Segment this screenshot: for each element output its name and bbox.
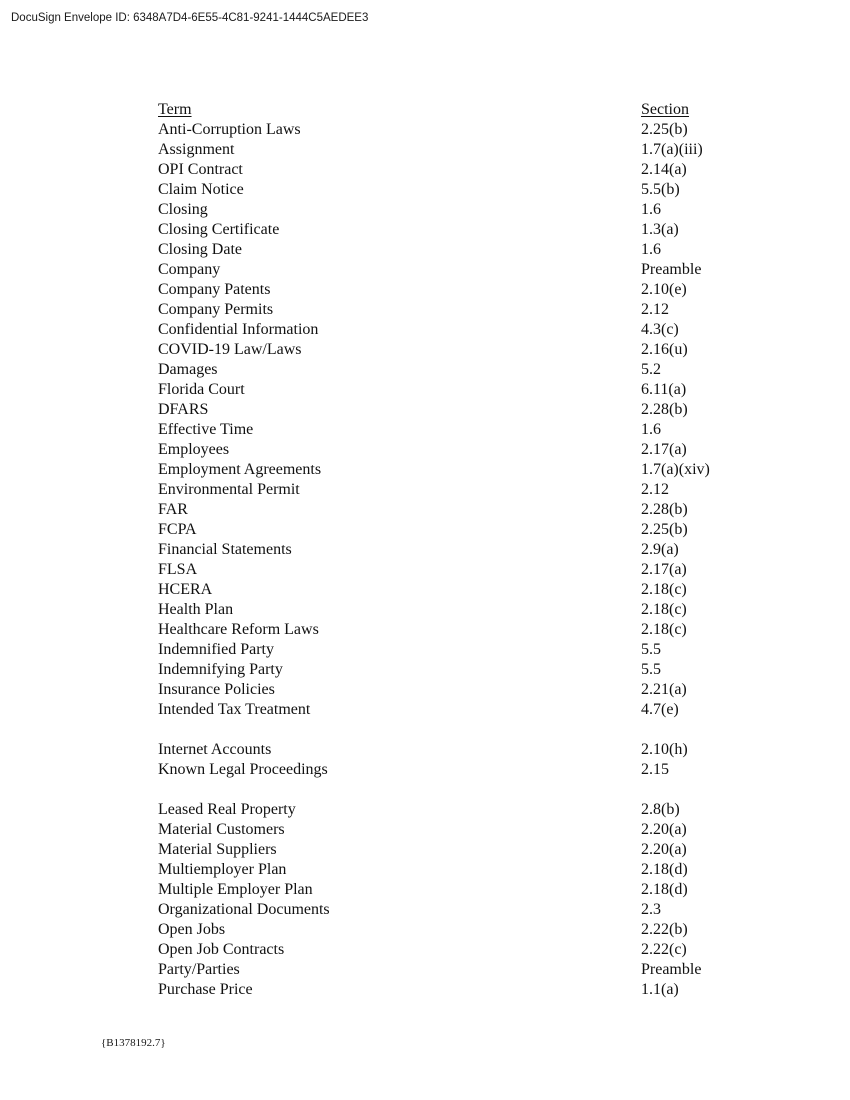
section-cell: 2.25(b) [641,521,688,538]
term-column-header: Term [158,101,192,118]
term-cell: Indemnified Party [158,641,274,658]
table-row [158,220,738,240]
table-row [158,380,738,400]
section-cell: 2.12 [641,481,669,498]
section-cell: 2.18(c) [641,601,687,618]
table-row [158,540,738,560]
term-cell: Confidential Information [158,321,319,338]
term-cell: Internet Accounts [158,741,272,758]
term-cell: Company Permits [158,301,274,318]
section-cell: 1.3(a) [641,221,679,238]
term-cell: Damages [158,361,218,378]
table-row [158,980,738,1000]
term-cell: Open Jobs [158,921,226,938]
section-cell: 5.5(b) [641,181,680,198]
table-row [158,560,738,580]
table-row [158,280,738,300]
section-cell: 1.1(a) [641,981,679,998]
term-cell: Company [158,261,221,278]
term-cell: Party/Parties [158,961,240,978]
table-row [158,880,738,900]
term-cell: FLSA [158,561,198,578]
term-cell: HCERA [158,581,213,598]
table-row [158,840,738,860]
term-cell: Open Job Contracts [158,941,285,958]
term-cell: Company Patents [158,281,271,298]
document-reference-id: {B1378192.7} [101,1037,166,1049]
term-cell: Known Legal Proceedings [158,761,328,778]
table-row [158,740,738,760]
term-cell: Material Customers [158,821,285,838]
term-cell: FAR [158,501,188,518]
term-cell: Closing Certificate [158,221,280,238]
term-cell: Material Suppliers [158,841,277,858]
table-row [158,340,738,360]
term-cell: Leased Real Property [158,801,296,818]
section-cell: 4.3(c) [641,321,679,338]
defined-terms-index [158,100,738,1000]
section-cell: 6.11(a) [641,381,687,398]
section-cell: 2.10(e) [641,281,687,298]
section-cell: 2.20(a) [641,821,687,838]
term-cell: Employment Agreements [158,461,322,478]
table-row [158,160,738,180]
table-row [158,900,738,920]
section-cell: 2.18(c) [641,581,687,598]
section-cell: 2.14(a) [641,161,687,178]
section-cell: 2.17(a) [641,441,687,458]
section-cell: 2.17(a) [641,561,687,578]
table-row [158,760,738,780]
table-row [158,320,738,340]
term-cell: Florida Court [158,381,245,398]
table-header [158,100,738,120]
table-row [158,600,738,620]
term-cell: Healthcare Reform Laws [158,621,319,638]
section-cell: 2.3 [641,901,661,918]
section-cell: 1.6 [641,421,661,438]
table-row [158,120,738,140]
section-column-header: Section [641,101,689,118]
term-cell: DFARS [158,401,209,418]
section-cell: 2.28(b) [641,501,688,518]
table-row [158,300,738,320]
section-cell: 1.6 [641,241,661,258]
section-cell: Preamble [641,961,702,978]
table-row [158,480,738,500]
term-cell: Insurance Policies [158,681,275,698]
term-cell: Organizational Documents [158,901,330,918]
section-cell: 2.16(u) [641,341,688,358]
term-cell: Claim Notice [158,181,244,198]
section-cell: 2.28(b) [641,401,688,418]
section-cell: 5.2 [641,361,661,378]
table-row [158,460,738,480]
section-cell: 2.21(a) [641,681,687,698]
section-cell: 2.8(b) [641,801,680,818]
term-cell: Closing Date [158,241,242,258]
section-cell: 1.6 [641,201,661,218]
table-row [158,960,738,980]
table-row [158,360,738,380]
term-cell: OPI Contract [158,161,243,178]
section-cell: 1.7(a)(xiv) [641,461,710,478]
term-cell: Multiple Employer Plan [158,881,313,898]
term-cell: FCPA [158,521,197,538]
term-cell: Multiemployer Plan [158,861,287,878]
term-cell: Closing [158,201,208,218]
section-cell: 2.10(h) [641,741,688,758]
section-cell: 2.22(b) [641,921,688,938]
term-cell: Intended Tax Treatment [158,701,311,718]
table-row [158,240,738,260]
table-row [158,140,738,160]
term-cell: Effective Time [158,421,254,438]
table-row [158,940,738,960]
table-row [158,700,738,720]
table-row [158,920,738,940]
section-cell: 5.5 [641,661,661,678]
term-cell: Employees [158,441,230,458]
table-row [158,580,738,600]
table-row [158,420,738,440]
section-cell: 5.5 [641,641,661,658]
section-cell: 1.7(a)(iii) [641,141,703,158]
term-cell: Health Plan [158,601,234,618]
section-cell: 4.7(e) [641,701,679,718]
table-row [158,860,738,880]
term-cell: COVID-19 Law/Laws [158,341,302,358]
table-row [158,620,738,640]
term-cell: Anti-Corruption Laws [158,121,301,138]
section-cell: 2.18(d) [641,881,688,898]
section-cell: 2.15 [641,761,669,778]
table-row [158,400,738,420]
docusign-envelope-id: DocuSign Envelope ID: 6348A7D4-6E55-4C81-9241-1444C5AEDEE3 [11,12,369,24]
section-cell: 2.20(a) [641,841,687,858]
term-cell: Purchase Price [158,981,253,998]
table-row [158,640,738,660]
table-row [158,180,738,200]
table-row [158,260,738,280]
table-row [158,680,738,700]
section-cell: 2.18(d) [641,861,688,878]
table-row [158,440,738,460]
term-cell: Assignment [158,141,235,158]
table-row [158,820,738,840]
table-row [158,500,738,520]
table-row [158,200,738,220]
table-row [158,520,738,540]
table-row [158,660,738,680]
section-cell: 2.22(c) [641,941,687,958]
term-cell: Financial Statements [158,541,292,558]
section-cell: Preamble [641,261,702,278]
term-cell: Indemnifying Party [158,661,283,678]
section-cell: 2.9(a) [641,541,679,558]
section-cell: 2.12 [641,301,669,318]
term-cell: Environmental Permit [158,481,300,498]
section-cell: 2.18(c) [641,621,687,638]
section-cell: 2.25(b) [641,121,688,138]
table-row [158,800,738,820]
